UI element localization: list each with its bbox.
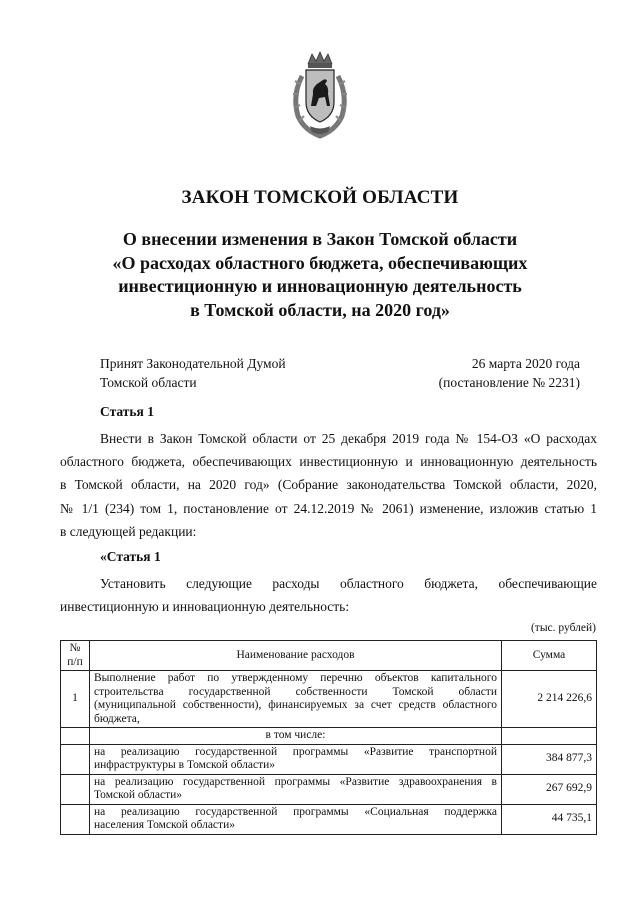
row-name-line: строительства государственной собственности Томской области [94, 685, 497, 698]
paragraph-line: инвестиционную и инновационную деятельность: [60, 599, 350, 614]
adoption-date: 26 марта 2020 года [471, 356, 580, 371]
expenses-table [60, 640, 597, 835]
paragraph-line: областного бюджета, обеспечивающих инвестиционную и инновационную деятельность [60, 454, 597, 470]
row-name-line: (муниципальной собственности), финансируемых за счет средств областного [94, 699, 497, 711]
table-row [61, 671, 597, 728]
subtitle-line: в Томской области, на 2020 год» [190, 299, 450, 320]
row-sum: 384 877,3 [502, 744, 597, 774]
adoption-date-block [439, 355, 580, 392]
units-note: (тыс. рублей) [530, 622, 596, 634]
row-name [90, 774, 502, 804]
header-sum: Сумма [502, 641, 597, 671]
law-subtitle [60, 228, 580, 322]
row-name [90, 804, 502, 834]
paragraph-line: Установить следующие расходы областного бюджета, обеспечивающие [100, 576, 597, 591]
including-label: в том числе: [90, 728, 502, 745]
row-number [61, 744, 90, 774]
header-number [61, 641, 90, 671]
header-number-line: № [69, 642, 81, 654]
paragraph-line: в Томской области, на 2020 год» (Собрание законодательства Томской области, 2020, [60, 477, 597, 493]
law-title: ЗАКОН ТОМСКОЙ ОБЛАСТИ [181, 187, 459, 208]
row-name-line: инфраструктуры в Томской области» [94, 759, 275, 771]
row-name-line: Томской области» [94, 789, 183, 801]
paragraph-line: Внести в Закон Томской области от 25 декабря 2019 года № 154-ОЗ «О расходах [100, 431, 597, 446]
adopted-by-line: Томской области [100, 374, 197, 390]
header-number-line: п/п [67, 655, 83, 668]
row-name-line: бюджета, [94, 712, 140, 725]
table-row [61, 774, 597, 804]
row-name [90, 744, 502, 774]
subtitle-line: инвестиционную и инновационную деятельность [118, 276, 522, 296]
row-sum [502, 728, 597, 745]
row-number [61, 728, 90, 745]
header-name: Наименование расходов [90, 641, 502, 671]
article-paragraph [60, 427, 597, 543]
row-name-line: на реализацию государственной программы «Развитие здравоохранения в [94, 775, 497, 788]
subtitle-line: О внесении изменения в Закон Томской области [122, 229, 518, 249]
row-name-line: Выполнение работ по утвержденному перечню объектов капитального [94, 672, 497, 684]
adopted-by-line: Принят Законодательной Думой [100, 356, 286, 371]
quoted-article-heading: «Статья 1 [100, 549, 161, 564]
subtitle-line: «О расходах областного бюджета, обеспечивающих [112, 252, 528, 273]
paragraph-line: № 1/1 (234) том 1, постановление от 24.12.2019 № 2061) изменение, изложив статью 1 [60, 500, 597, 516]
row-number [61, 804, 90, 834]
row-name [90, 671, 502, 728]
paragraph-line: в следующей редакции: [60, 523, 197, 539]
coat-of-arms-icon [290, 50, 350, 140]
table-row [61, 728, 597, 745]
resolution-number: (постановление № 2231) [438, 374, 580, 390]
row-name-line: на реализацию государственной программы «Развитие транспортной [94, 745, 497, 758]
row-sum: 267 692,9 [502, 774, 597, 804]
table-row [61, 744, 597, 774]
table-row [61, 804, 597, 834]
article-heading: Статья 1 [100, 404, 154, 419]
row-number: 1 [61, 671, 90, 728]
row-number [61, 774, 90, 804]
quoted-paragraph [60, 572, 597, 618]
row-name-line: на реализацию государственной программы «Социальная поддержка [94, 805, 497, 818]
table-header-row [61, 641, 597, 671]
row-name-line: населения Томской области» [94, 819, 235, 831]
row-sum: 44 735,1 [502, 804, 597, 834]
row-sum: 2 214 226,6 [502, 671, 597, 728]
adopted-by [100, 355, 286, 392]
